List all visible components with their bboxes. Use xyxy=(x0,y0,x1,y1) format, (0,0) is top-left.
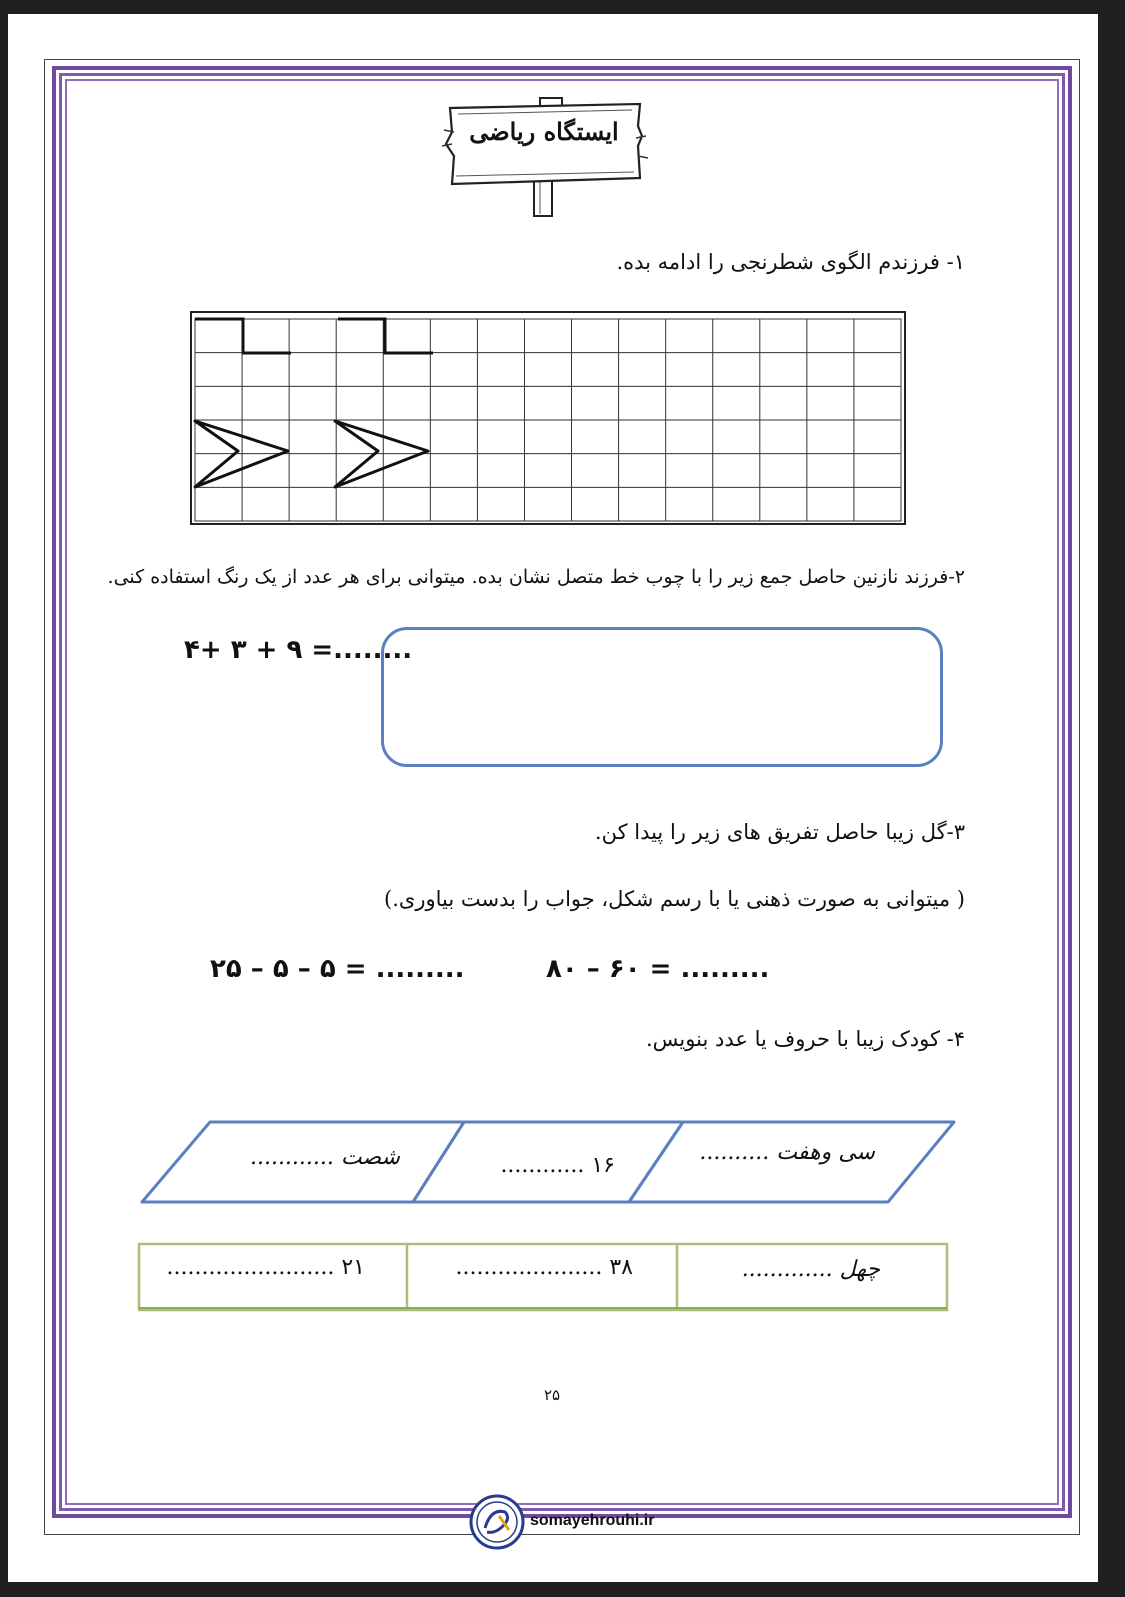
pattern-grid xyxy=(190,311,906,525)
question-3-hint: ( میتوانی به صورت ذهنی یا با رسم شکل، جواب را بدست بیاوری.) xyxy=(384,887,965,911)
tally-answer-box[interactable] xyxy=(381,627,943,767)
number-cell-37: سی وهفت .......... xyxy=(699,1140,875,1165)
question-2-text: ۲-فرزند نازنین حاصل جمع زیر را با چوب خط متصل نشان بده. میتوانی برای هر عدد از یک رنگ استفاده کنی. xyxy=(107,566,965,588)
somayeh-rouhi-logo-icon[interactable] xyxy=(469,1494,525,1550)
subtraction-equation-2: ۲۵ – ۵ – ۵ = ......... xyxy=(210,954,465,984)
subtraction-equation-1: ۸۰ – ۶۰ = ......... xyxy=(546,954,770,984)
question-4-text: ۴- کودک زیبا با حروف یا عدد بنویس. xyxy=(645,1027,965,1051)
question-1-text: ۱- فرزندم الگوی شطرنجی را ادامه بده. xyxy=(616,250,965,274)
signboard-icon xyxy=(440,96,650,218)
question-3-text: ۳-گل زیبا حاصل تفریق های زیر را پیدا کن. xyxy=(594,820,965,844)
addition-equation: ۴+ ۳ + ۹ =........ xyxy=(184,635,413,665)
page-number: ۲۵ xyxy=(543,1386,561,1404)
number-cell-60: شصت ............ xyxy=(249,1145,400,1170)
number-cell-38: ۳۸ ..................... xyxy=(455,1255,633,1280)
number-cell-21: ۲۱ ........................ xyxy=(166,1255,365,1280)
number-cell-40: چهل ............. xyxy=(741,1257,880,1282)
footer-site-link[interactable]: somayehrouhi.ir xyxy=(530,1512,655,1529)
page-title: ایستگاه ریاضی xyxy=(469,117,619,146)
number-cell-16: ۱۶ ............ xyxy=(500,1153,615,1178)
